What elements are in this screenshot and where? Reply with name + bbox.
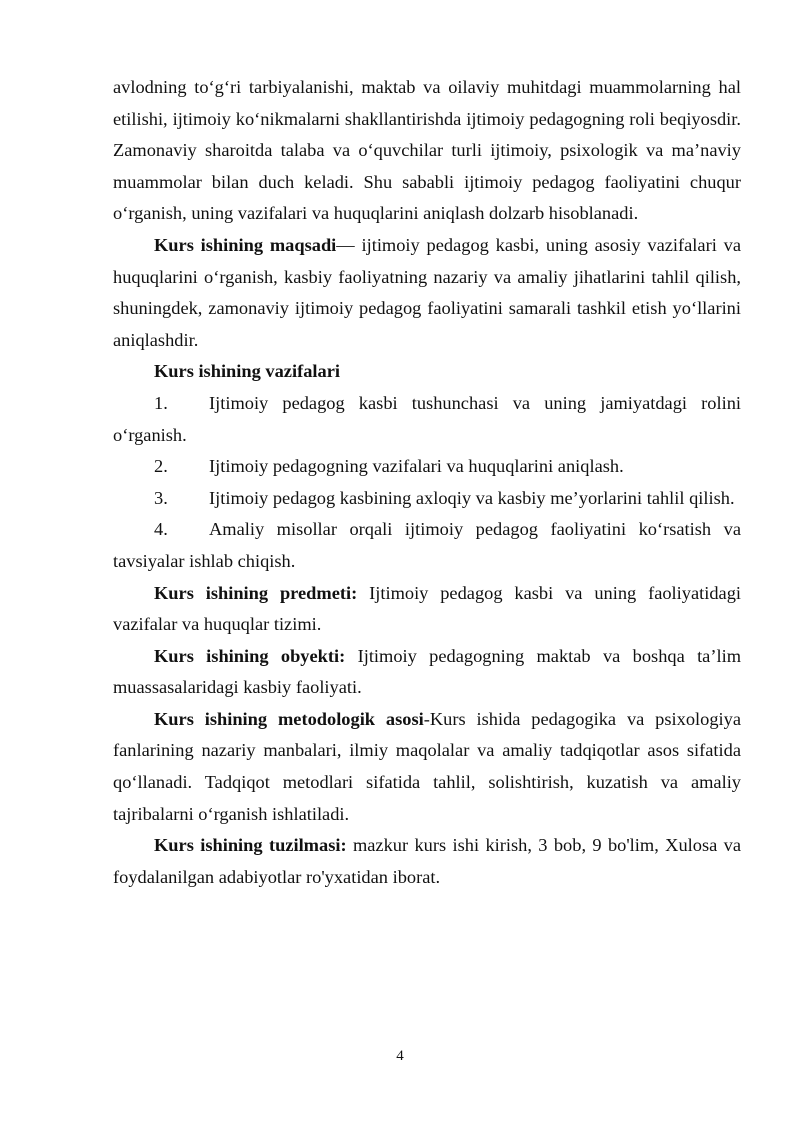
page-number: 4 bbox=[396, 1048, 404, 1064]
intro-paragraph: avlodning to‘g‘ri tarbiyalanishi, maktab va oilaviy muhitdagi muammolarning hal etilishi, ijtimoiy ko‘nikmalarni shakllantirishda ijtimoiy pedagogning roli beqiyosdir. Zamonaviy sharoitda talaba va o‘quvchilar turli ijtimoiy, psixologik va ma’naviy muammolar bilan duch keladi. Shu sababli ijtimoiy pedagog faoliyatini chuqur o‘rganish, uning vazifalari va huquqlarini aniqlash dolzarb hisoblanadi. bbox=[113, 77, 741, 224]
goal-label: Kurs ishining maqsadi bbox=[154, 234, 337, 255]
tasks-heading bbox=[113, 356, 741, 388]
task-text: Ijtimoiy pedagog kasbining axloqiy va kasbiy me’yorlarini tahlil qilish. bbox=[209, 487, 735, 508]
document-page bbox=[113, 72, 741, 893]
task-text: Amaliy misollar orqali ijtimoiy pedagog faoliyatini ko‘rsatish va tavsiyalar ishlab chiqish. bbox=[113, 519, 741, 571]
structure-paragraph bbox=[113, 830, 741, 893]
subject-label: Kurs ishining predmeti: bbox=[154, 582, 358, 603]
task-item-1 bbox=[113, 388, 741, 451]
task-text: Ijtimoiy pedagogning vazifalari va huquqlarini aniqlash. bbox=[209, 456, 624, 477]
object-label: Kurs ishining obyekti: bbox=[154, 645, 346, 666]
task-item-3 bbox=[113, 483, 741, 515]
task-item-2 bbox=[113, 451, 741, 483]
subject-paragraph bbox=[113, 578, 741, 641]
methodology-text: -Kurs ishida pedagogika va psixologiya fanlarining nazariy manbalari, ilmiy maqolalar va amaliy tadqiqotlar asos sifatida qo‘llanadi. Tadqiqot metodlari sifatida tahlil, solishtirish, kuzatish va amaliy tajribalarni o‘rganish ishlatiladi. bbox=[113, 708, 741, 824]
task-number: 4. bbox=[154, 519, 168, 540]
goal-text: — ijtimoiy pedagog kasbi, uning asosiy vazifalari va huquqlarini o‘rganish, kasbiy faoliyatning nazariy va amaliy jihatlarini tahlil qilish, shuningdek, zamonaviy ijtimoiy pedagog faoliyatini samarali tashkil etish yo‘llarini aniqlashdir. bbox=[113, 234, 741, 350]
tasks-heading-text: Kurs ishining vazifalari bbox=[154, 361, 340, 382]
subject-text: Ijtimoiy pedagog kasbi va uning faoliyatidagi vazifalar va huquqlar tizimi. bbox=[113, 582, 742, 635]
goal-paragraph bbox=[113, 230, 741, 356]
methodology-label: Kurs ishining metodologik asosi bbox=[154, 708, 424, 729]
object-text: Ijtimoiy pedagogning maktab va boshqa ta’lim muassasalaridagi kasbiy faoliyati. bbox=[113, 645, 741, 698]
task-number: 2. bbox=[154, 456, 168, 477]
structure-label: Kurs ishining tuzilmasi: bbox=[154, 835, 347, 856]
task-number: 1. bbox=[154, 392, 168, 413]
task-number: 3. bbox=[154, 487, 168, 508]
structure-text: mazkur kurs ishi kirish, 3 bob, 9 bo'lim, Xulosa va foydalanilgan adabiyotlar ro'yxatidan iborat. bbox=[113, 835, 741, 887]
task-text: Ijtimoiy pedagog kasbi tushunchasi va uning jamiyatdagi rolini o‘rganish. bbox=[113, 392, 741, 445]
object-paragraph bbox=[113, 641, 741, 704]
task-item-4 bbox=[113, 514, 741, 577]
methodology-paragraph bbox=[113, 704, 741, 830]
